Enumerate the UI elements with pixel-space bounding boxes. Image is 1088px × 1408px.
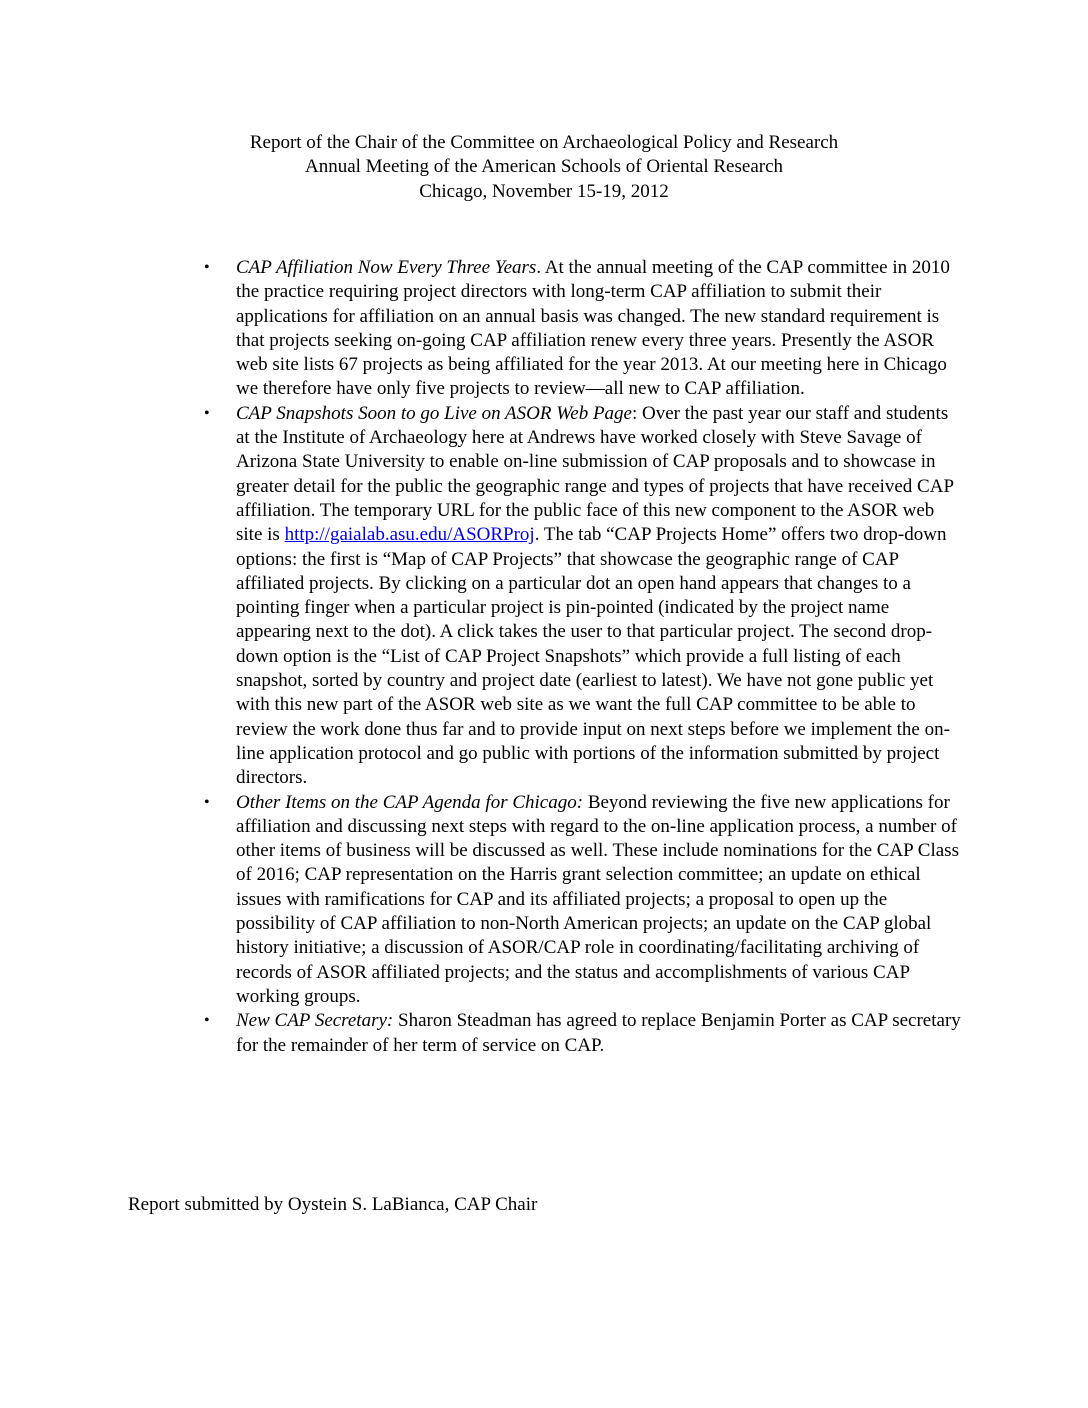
bullet-item-other-items [204,791,964,1010]
bullet-item-new-secretary [204,1009,964,1058]
bullet-body: Beyond reviewing the five new applications for affiliation and discussing next steps with regard to the on-line application process, a number of other items of business will be discussed as well. These include nominations for the CAP Class of 2016; CAP representation on the Harris grant selection committee; an update on ethical issues with ramifications for CAP and its affiliated projects; a proposal to open up the possibility of CAP affiliation to non-North American projects; an update on the CAP global history initiative; a discussion of ASOR/CAP role in coordinating/facilitating archiving of records of ASOR affiliated projects; and the status and accomplishments of various CAP working groups. [236,791,959,1007]
bullet-heading-suffix: : [632,402,638,424]
bullet-heading-suffix: . [536,257,542,278]
bullet-icon: • [204,404,210,422]
bullet-heading: CAP Affiliation Now Every Three Years [236,257,537,278]
bullet-heading: Other Items on the CAP Agenda for Chicago: [236,791,584,813]
bullet-body-after-link: . The tab “CAP Projects Home” offers two drop-down options: the first is “Map of CAP Projects” that showcase the geographic range of CAP affiliated projects. By clicking on a particular dot an open hand appears that changes to a pointing finger when a particular project is pin-pointed (indicated by the project name appearing next to the dot). A click takes the user to that particular project. The second drop-down option is the “List of CAP Project Snapshots” which provide a full listing of each snapshot, sorted by country and project date (earliest to latest). We have not gone public yet with this new part of the ASOR web site as we want the full CAP committee to be able to review the work done thus far and to provide input on next steps before we implement the on-line application protocol and go public with portions of the information submitted by project directors. [236,524,950,789]
bullet-heading: New CAP Secretary: [236,1010,394,1032]
header-location-date: Chicago, November 15-19, 2012 [419,180,669,202]
bullet-item-cap-affiliation [204,256,964,402]
bullet-body: Sharon Steadman has agreed to replace Benjamin Porter as CAP secretary for the remainder of her term of service on CAP. [236,1010,961,1056]
bullet-icon: • [204,793,210,811]
bullet-body: At the annual meeting of the CAP committee in 2010 the practice requiring project directors with long-term CAP affiliation to submit their applications for affiliation on an annual basis was changed. The new standard requirement is that projects seeking on-going CAP affiliation renew every three years. Presently the ASOR web site lists 67 projects as being affiliated for the year 2013. At our meeting here in Chicago we therefore have only five projects to review—all new to CAP affiliation. [236,257,950,400]
header-meeting: Annual Meeting of the American Schools of Oriental Research [304,156,784,178]
bullet-icon: • [204,259,210,276]
bullet-body-before-link: Over the past year our staff and students at the Institute of Archaeology here at Andrews have worked closely with Steve Savage of Arizona State University to enable on-line submission of CAP proposals and to showcase in greater detail for the public the geographic range and types of projects that have received CAP affiliation. The temporary URL for the public face of this new component to the ASOR web site is [236,402,954,546]
asor-projects-link[interactable]: http://gaialab.asu.edu/ASORProj [284,524,535,546]
report-header [0,131,1088,204]
report-bullet-list [204,256,964,1058]
header-title: Report of the Chair of the Committee on Archaeological Policy and Research [249,132,839,153]
bullet-item-cap-snapshots [204,402,964,791]
bullet-icon: • [204,1012,210,1030]
report-signature: Report submitted by Oystein S. LaBianca, CAP Chair [128,1194,538,1215]
bullet-heading: CAP Snapshots Soon to go Live on ASOR Web Page [236,402,632,424]
